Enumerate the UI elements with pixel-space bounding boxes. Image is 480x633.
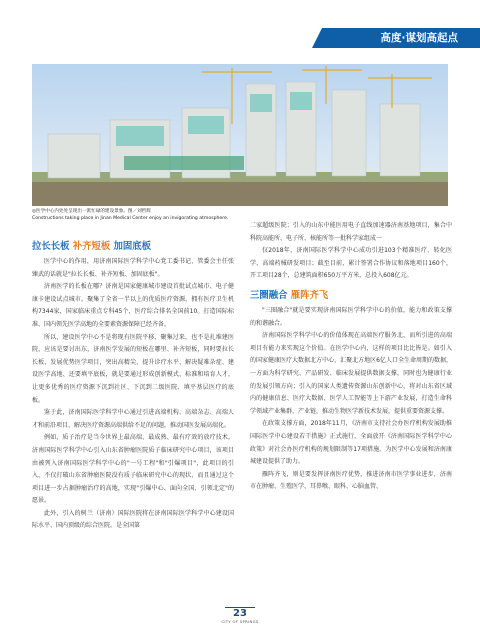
title-part: 加固底板 (113, 241, 152, 252)
paragraph: 仅2018年，济南国际医学科学中心成功引进103个精准医疗、转化医学、高端药械研发项目；截至目前，累计签署合作协议和落地项目160个，开工项目28个，总建筑面积650万平方米，总投入608亿元。 (250, 247, 452, 280)
section-header-title: 高度·谋划高起点 (380, 32, 458, 44)
title-part: 三圈融合 (250, 289, 291, 301)
title-part: 补齐短板 (72, 241, 114, 252)
section-title (32, 240, 234, 254)
paragraph: 雁阵齐飞，则是要发挥济南医疗优势，推进济南市医学事业进步，济南市在肿瘤、生殖医学、耳鼻喉、眼科、心脑血管、 (250, 470, 452, 491)
section-title (250, 289, 452, 303)
construction-illustration (32, 64, 448, 206)
page-footer (214, 607, 266, 624)
paragraph: 医学中心的作用，用济南国际医学科学中心党工委书记、管委会主任张臻武的话就是"拉长长板、补齐短板、加固底板"。 (32, 258, 234, 278)
paragraph: 二家超级医院；引入的山东中能医用电子直线加速器济南基地项目，集合中科院高能所、电子所、核能所等一批科学家组成一 (250, 222, 452, 242)
paragraph: 例如，质子治疗是当今世界上最高端、最成熟、最有疗效的放疗技术。济南国际医学科学中心引入山东省肿瘤医院质子临床研究中心项目，该项目由被列入济南国际医学科学中心的"一号工程"和"引爆项目"，此项目的引入，不仅打破山东省肿瘤医院没有质子临床研究中心的现状，而且通过这个项目进一步占据肿瘤治疗的高地，实现"引爆中心、面向全国、引领北定"的愿景。 (32, 434, 234, 505)
construction-photo (32, 64, 448, 206)
magazine-name: CITY OF SPRINGS (221, 619, 259, 624)
paragraph: 鉴于此，济南国际医学科学中心通过引进高端机构、高端杂志、高端人才和前沿项目、解决医疗资源高端供给不足的问题，推动国医发展高端化。 (32, 409, 234, 429)
section-header (322, 28, 480, 48)
right-column (250, 220, 452, 494)
title-part: 雁阵齐飞 (290, 289, 329, 301)
paragraph: 在政策支撑方面，2018年11月，《济南市支持社会办医疗机构发展助推国际医学中心建设若干措施》正式施行，全面放开《济南国际医学科学中心政策》对社会办医疗机构的规划限制等17项措施，为医学中心发展和济南康城建设提供了助力。 (250, 420, 452, 466)
paragraph: 济南国际医学科学中心的价值体现在高端医疗服务北，而所引进的高端项目有能力来实现这个价值。在医学中心内，这样的项目比比皆是。如引入的国家健康医疗大数据北方中心，汇聚北方地区6亿人口全生命周期的数据，一方面为科学研究、产品研发、临床发展提供数据支撑，同时也为健康行业的发展引领方向；引入的国家人类遗传资源山东创新中心，将对山东省区域内的健康信息、医疗大数据、医学人工智能等上下游产业发展，打造生命科学领域产业集群、产业链，推动生物医学新技术发展，提供重要资源支撑。 (250, 332, 452, 415)
paragraph: 所以，建设医学中心不是将现有医院平移、聚集过来，也不是扎堆建医院，应该是要讨出东，济南医学发展的短板在哪里、补齐短板，同时要拉长长板，发展优势医学项目，突出高精尖、提升诊疗水平、解决疑难杂症、建设医学高地、还要填平底板，就是要通过形成创新模式、标准和培育人才，让更多优秀的医疗资源下沉到社区、下沉到二级医院、填平基层医疗的底板。 (32, 333, 234, 404)
title-part: 拉长长板 (32, 241, 73, 252)
caption-chinese: ◎医学中心内处处呈现出一派忙碌的建设景象。图／刘哲辉 (32, 209, 151, 214)
page-number: 23 (225, 607, 255, 619)
paragraph: 济南医学的长板在哪？济南是国家健康城市建设首批试点城市、电子健康卡建设试点城市。聚集了全省一半以上的优质医疗资源，拥有医疗卫生机构7344家，国家临床重点专科45个，医疗综合排名全国前10。打造国际标准、国内领先医学高地的全要素资源保障已经齐备。 (32, 283, 234, 328)
paragraph: 此外，引入的树兰（济南）国际医院将在济南国际医学科学中心建设国际水平、国内顶级的综合医院。是全国第 (32, 509, 234, 530)
left-column (32, 234, 234, 533)
caption-english: Constructions taking place in Jinan Medical Center enjoy an invigorating atmosphere. (32, 215, 229, 221)
paragraph: "三圈融合"就是要实现济南国际医学科学中心的价值，能力和政策支撑的和谐融合。 (250, 306, 452, 327)
